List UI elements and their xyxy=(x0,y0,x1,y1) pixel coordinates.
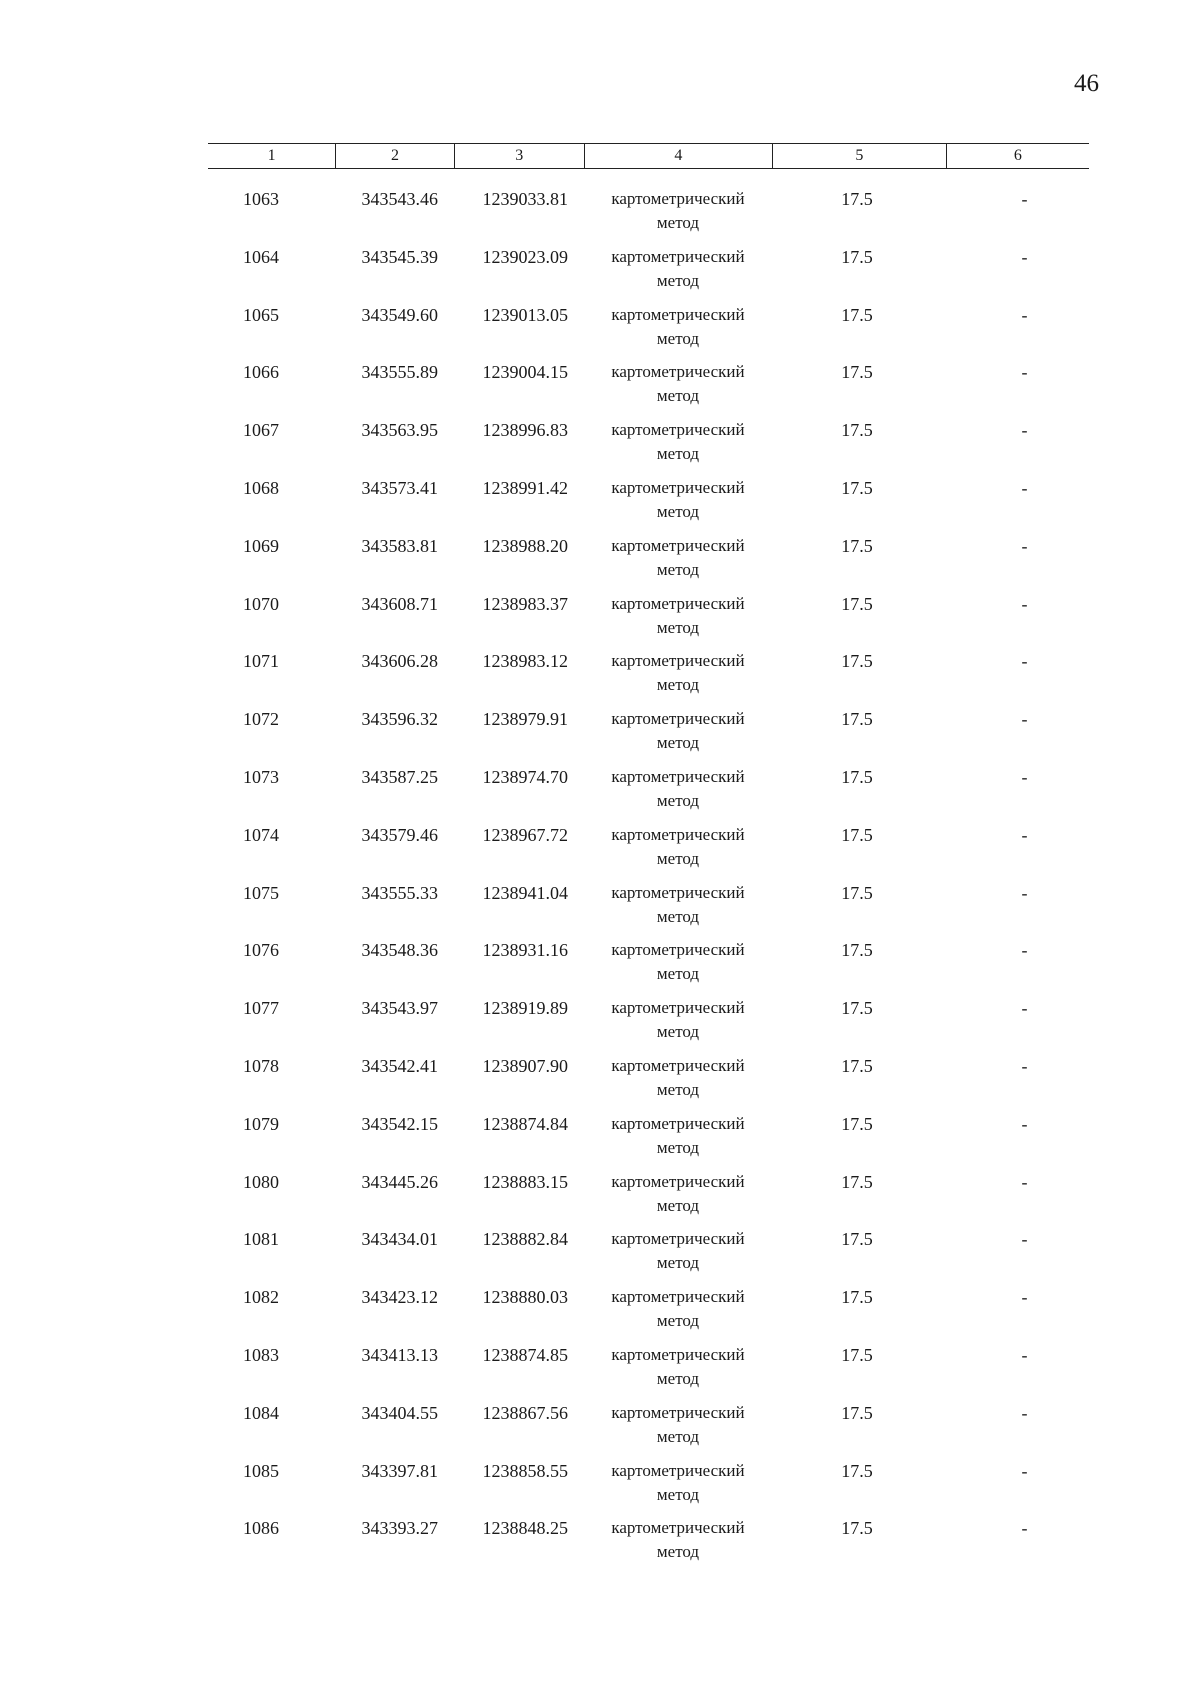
method-cell xyxy=(584,245,772,303)
method-line-1: картометрический xyxy=(611,1055,745,1075)
method-line-1: картометрический xyxy=(611,998,745,1018)
note-cell: - xyxy=(1021,998,1028,1019)
accuracy-cell: 17.5 xyxy=(841,304,873,325)
method-cell xyxy=(584,592,772,650)
x-coordinate-cell: 343545.39 xyxy=(361,246,438,267)
x-coordinate-cell: 343608.71 xyxy=(361,593,438,614)
y-coordinate-cell: 1238996.83 xyxy=(482,420,568,441)
point-number-cell: 1067 xyxy=(243,420,279,441)
y-coordinate-cell: 1238867.56 xyxy=(482,1402,568,1423)
table-row xyxy=(208,476,1089,534)
method-line-1: картометрический xyxy=(611,766,745,786)
y-coordinate-cell: 1238979.91 xyxy=(482,709,568,730)
accuracy-cell: 17.5 xyxy=(841,593,873,614)
table-row xyxy=(208,418,1089,476)
table-row xyxy=(208,996,1089,1054)
x-coordinate-cell: 343596.32 xyxy=(361,709,438,730)
method-line-1: картометрический xyxy=(611,1344,745,1364)
note-cell: - xyxy=(1021,1171,1028,1192)
method-line-1: картометрический xyxy=(611,709,745,729)
method-line-2: метод xyxy=(656,501,700,521)
x-coordinate-cell: 343563.95 xyxy=(361,420,438,441)
note-cell: - xyxy=(1021,477,1028,498)
point-number-cell: 1083 xyxy=(243,1344,279,1365)
table-row xyxy=(208,187,1089,245)
point-number-cell: 1081 xyxy=(243,1229,279,1250)
header-col-6: 6 xyxy=(1013,147,1022,164)
method-cell xyxy=(584,1227,772,1285)
point-number-cell: 1085 xyxy=(243,1460,279,1481)
accuracy-cell: 17.5 xyxy=(841,246,873,267)
table-row xyxy=(208,1516,1089,1574)
method-line-1: картометрический xyxy=(611,246,745,266)
header-col-4: 4 xyxy=(585,144,773,168)
x-coordinate-cell: 343445.26 xyxy=(361,1171,438,1192)
point-number-cell: 1068 xyxy=(243,477,279,498)
method-line-2: метод xyxy=(656,386,700,406)
y-coordinate-cell: 1238907.90 xyxy=(482,1055,568,1076)
method-line-1: картометрический xyxy=(611,1113,745,1133)
accuracy-cell: 17.5 xyxy=(841,882,873,903)
method-line-2: метод xyxy=(656,790,700,810)
method-cell xyxy=(584,707,772,765)
accuracy-cell: 17.5 xyxy=(841,1229,873,1250)
x-coordinate-cell: 343393.27 xyxy=(361,1518,438,1539)
method-line-2: метод xyxy=(656,1079,700,1099)
x-coordinate-cell: 343579.46 xyxy=(361,824,438,845)
table-header xyxy=(208,143,1089,169)
table-row xyxy=(208,1170,1089,1228)
y-coordinate-cell: 1238941.04 xyxy=(482,882,568,903)
accuracy-cell: 17.5 xyxy=(841,1518,873,1539)
method-line-2: метод xyxy=(656,1542,700,1562)
method-cell xyxy=(584,881,772,939)
table-row xyxy=(208,534,1089,592)
method-line-1: картометрический xyxy=(611,535,745,555)
y-coordinate-cell: 1238880.03 xyxy=(482,1287,568,1308)
note-cell: - xyxy=(1021,189,1028,209)
method-line-2: метод xyxy=(656,617,700,637)
method-cell xyxy=(584,1112,772,1170)
point-number-cell: 1071 xyxy=(243,651,279,672)
method-cell xyxy=(584,1459,772,1517)
note-cell: - xyxy=(1021,940,1028,961)
point-number-cell: 1078 xyxy=(243,1055,279,1076)
x-coordinate-cell: 343549.60 xyxy=(361,304,438,325)
point-number-cell: 1077 xyxy=(243,998,279,1019)
page-number: 46 xyxy=(1074,70,1099,97)
x-coordinate-cell: 343543.97 xyxy=(361,998,438,1019)
y-coordinate-cell: 1239033.81 xyxy=(482,189,568,209)
method-cell xyxy=(584,649,772,707)
y-coordinate-cell: 1238983.37 xyxy=(482,593,568,614)
x-coordinate-cell: 343397.81 xyxy=(361,1460,438,1481)
method-line-2: метод xyxy=(656,270,700,290)
accuracy-cell: 17.5 xyxy=(841,1460,873,1481)
method-line-2: метод xyxy=(656,1311,700,1331)
note-cell: - xyxy=(1021,709,1028,730)
x-coordinate-cell: 343543.46 xyxy=(361,189,438,209)
method-line-1: картометрический xyxy=(611,304,745,324)
y-coordinate-cell: 1238991.42 xyxy=(482,477,568,498)
method-cell xyxy=(584,1054,772,1112)
method-cell xyxy=(584,823,772,881)
method-line-1: картометрический xyxy=(611,420,745,440)
note-cell: - xyxy=(1021,824,1028,845)
y-coordinate-cell: 1239004.15 xyxy=(482,362,568,383)
method-line-1: картометрический xyxy=(611,1518,745,1538)
table-row xyxy=(208,649,1089,707)
y-coordinate-cell: 1238883.15 xyxy=(482,1171,568,1192)
y-coordinate-cell: 1238919.89 xyxy=(482,998,568,1019)
point-number-cell: 1086 xyxy=(243,1518,279,1539)
point-number-cell: 1073 xyxy=(243,766,279,787)
accuracy-cell: 17.5 xyxy=(841,766,873,787)
accuracy-cell: 17.5 xyxy=(841,362,873,383)
y-coordinate-cell: 1238988.20 xyxy=(482,535,568,556)
table-row xyxy=(208,707,1089,765)
method-line-1: картометрический xyxy=(611,824,745,844)
method-line-1: картометрический xyxy=(611,651,745,671)
note-cell: - xyxy=(1021,766,1028,787)
y-coordinate-cell: 1238983.12 xyxy=(482,651,568,672)
header-col-5: 5 xyxy=(773,144,947,168)
note-cell: - xyxy=(1021,304,1028,325)
y-coordinate-cell: 1238848.25 xyxy=(482,1518,568,1539)
method-cell xyxy=(584,360,772,418)
note-cell: - xyxy=(1021,1518,1028,1539)
point-number-cell: 1082 xyxy=(243,1287,279,1308)
method-line-1: картометрический xyxy=(611,189,745,208)
table-row xyxy=(208,765,1089,823)
method-cell xyxy=(584,1170,772,1228)
method-line-1: картометрический xyxy=(611,362,745,382)
method-cell xyxy=(584,1401,772,1459)
note-cell: - xyxy=(1021,535,1028,556)
accuracy-cell: 17.5 xyxy=(841,535,873,556)
x-coordinate-cell: 343434.01 xyxy=(361,1229,438,1250)
accuracy-cell: 17.5 xyxy=(841,651,873,672)
method-line-1: картометрический xyxy=(611,1287,745,1307)
method-line-2: метод xyxy=(656,1484,700,1504)
method-cell xyxy=(584,765,772,823)
method-line-2: метод xyxy=(656,906,700,926)
method-line-2: метод xyxy=(656,733,700,753)
table-row xyxy=(208,938,1089,996)
x-coordinate-cell: 343583.81 xyxy=(361,535,438,556)
y-coordinate-cell: 1239013.05 xyxy=(482,304,568,325)
y-coordinate-cell: 1238967.72 xyxy=(482,824,568,845)
method-cell xyxy=(584,303,772,361)
point-number-cell: 1064 xyxy=(243,246,279,267)
x-coordinate-cell: 343548.36 xyxy=(361,940,438,961)
method-line-2: метод xyxy=(656,328,700,348)
x-coordinate-cell: 343573.41 xyxy=(361,477,438,498)
note-cell: - xyxy=(1021,1402,1028,1423)
accuracy-cell: 17.5 xyxy=(841,1171,873,1192)
method-cell xyxy=(584,1516,772,1574)
y-coordinate-cell: 1239023.09 xyxy=(482,246,568,267)
table-row xyxy=(208,881,1089,939)
method-line-2: метод xyxy=(656,1253,700,1273)
y-coordinate-cell: 1238882.84 xyxy=(482,1229,568,1250)
table-row xyxy=(208,1054,1089,1112)
note-cell: - xyxy=(1021,1287,1028,1308)
point-number-cell: 1075 xyxy=(243,882,279,903)
table-row xyxy=(208,592,1089,650)
accuracy-cell: 17.5 xyxy=(841,1402,873,1423)
method-cell xyxy=(584,187,772,245)
x-coordinate-cell: 343413.13 xyxy=(361,1344,438,1365)
method-line-2: метод xyxy=(656,213,700,232)
accuracy-cell: 17.5 xyxy=(841,1055,873,1076)
table-row xyxy=(208,303,1089,361)
accuracy-cell: 17.5 xyxy=(841,1344,873,1365)
x-coordinate-cell: 343542.15 xyxy=(361,1113,438,1134)
point-number-cell: 1084 xyxy=(243,1402,279,1423)
note-cell: - xyxy=(1021,651,1028,672)
method-line-1: картометрический xyxy=(611,1171,745,1191)
method-line-2: метод xyxy=(656,1195,700,1215)
table-row xyxy=(208,245,1089,303)
method-line-2: метод xyxy=(656,444,700,464)
note-cell: - xyxy=(1021,882,1028,903)
note-cell: - xyxy=(1021,593,1028,614)
method-line-1: картометрический xyxy=(611,593,745,613)
accuracy-cell: 17.5 xyxy=(841,824,873,845)
method-line-1: картометрический xyxy=(611,1460,745,1480)
note-cell: - xyxy=(1021,1229,1028,1250)
accuracy-cell: 17.5 xyxy=(841,1287,873,1308)
method-line-1: картометрический xyxy=(611,1229,745,1249)
note-cell: - xyxy=(1021,246,1028,267)
note-cell: - xyxy=(1021,1344,1028,1365)
note-cell: - xyxy=(1021,420,1028,441)
y-coordinate-cell: 1238874.85 xyxy=(482,1344,568,1365)
y-coordinate-cell: 1238874.84 xyxy=(482,1113,568,1134)
method-line-2: метод xyxy=(656,964,700,984)
x-coordinate-cell: 343606.28 xyxy=(361,651,438,672)
point-number-cell: 1074 xyxy=(243,824,279,845)
point-number-cell: 1065 xyxy=(243,304,279,325)
table-row xyxy=(208,360,1089,418)
table-row xyxy=(208,1401,1089,1459)
method-line-2: метод xyxy=(656,1022,700,1042)
x-coordinate-cell: 343587.25 xyxy=(361,766,438,787)
x-coordinate-cell: 343423.12 xyxy=(361,1287,438,1308)
point-number-cell: 1070 xyxy=(243,593,279,614)
x-coordinate-cell: 343542.41 xyxy=(361,1055,438,1076)
table-row xyxy=(208,1285,1089,1343)
method-line-2: метод xyxy=(656,1368,700,1388)
point-number-cell: 1076 xyxy=(243,940,279,961)
method-line-2: метод xyxy=(656,848,700,868)
method-cell xyxy=(584,534,772,592)
method-cell xyxy=(584,1285,772,1343)
method-cell xyxy=(584,1343,772,1401)
table-row xyxy=(208,1343,1089,1401)
accuracy-cell: 17.5 xyxy=(841,1113,873,1134)
method-cell xyxy=(584,476,772,534)
header-col-3: 3 xyxy=(455,144,585,168)
point-number-cell: 1072 xyxy=(243,709,279,730)
method-line-2: метод xyxy=(656,559,700,579)
method-line-1: картометрический xyxy=(611,882,745,902)
coordinates-table xyxy=(208,143,1089,1574)
method-line-1: картометрический xyxy=(611,940,745,960)
method-line-1: картометрический xyxy=(611,1402,745,1422)
y-coordinate-cell: 1238974.70 xyxy=(482,766,568,787)
point-number-cell: 1063 xyxy=(243,189,279,209)
table-row xyxy=(208,1227,1089,1285)
accuracy-cell: 17.5 xyxy=(841,420,873,441)
accuracy-cell: 17.5 xyxy=(841,940,873,961)
accuracy-cell: 17.5 xyxy=(841,189,873,209)
header-col-2: 2 xyxy=(336,144,454,168)
method-line-2: метод xyxy=(656,1137,700,1157)
header-col-1: 1 xyxy=(208,144,336,168)
method-line-2: метод xyxy=(656,675,700,695)
x-coordinate-cell: 343555.89 xyxy=(361,362,438,383)
accuracy-cell: 17.5 xyxy=(841,477,873,498)
method-cell xyxy=(584,418,772,476)
method-cell xyxy=(584,938,772,996)
point-number-cell: 1069 xyxy=(243,535,279,556)
y-coordinate-cell: 1238931.16 xyxy=(482,940,568,961)
point-number-cell: 1079 xyxy=(243,1113,279,1134)
accuracy-cell: 17.5 xyxy=(841,709,873,730)
point-number-cell: 1066 xyxy=(243,362,279,383)
note-cell: - xyxy=(1021,1055,1028,1076)
table-row xyxy=(208,823,1089,881)
point-number-cell: 1080 xyxy=(243,1171,279,1192)
method-line-2: метод xyxy=(656,1426,700,1446)
method-cell xyxy=(584,996,772,1054)
table-row xyxy=(208,1459,1089,1517)
method-line-1: картометрический xyxy=(611,477,745,497)
note-cell: - xyxy=(1021,362,1028,383)
note-cell: - xyxy=(1021,1113,1028,1134)
note-cell: - xyxy=(1021,1460,1028,1481)
accuracy-cell: 17.5 xyxy=(841,998,873,1019)
x-coordinate-cell: 343404.55 xyxy=(361,1402,438,1423)
table-row xyxy=(208,1112,1089,1170)
x-coordinate-cell: 343555.33 xyxy=(361,882,438,903)
y-coordinate-cell: 1238858.55 xyxy=(482,1460,568,1481)
table-body xyxy=(208,187,1089,1574)
